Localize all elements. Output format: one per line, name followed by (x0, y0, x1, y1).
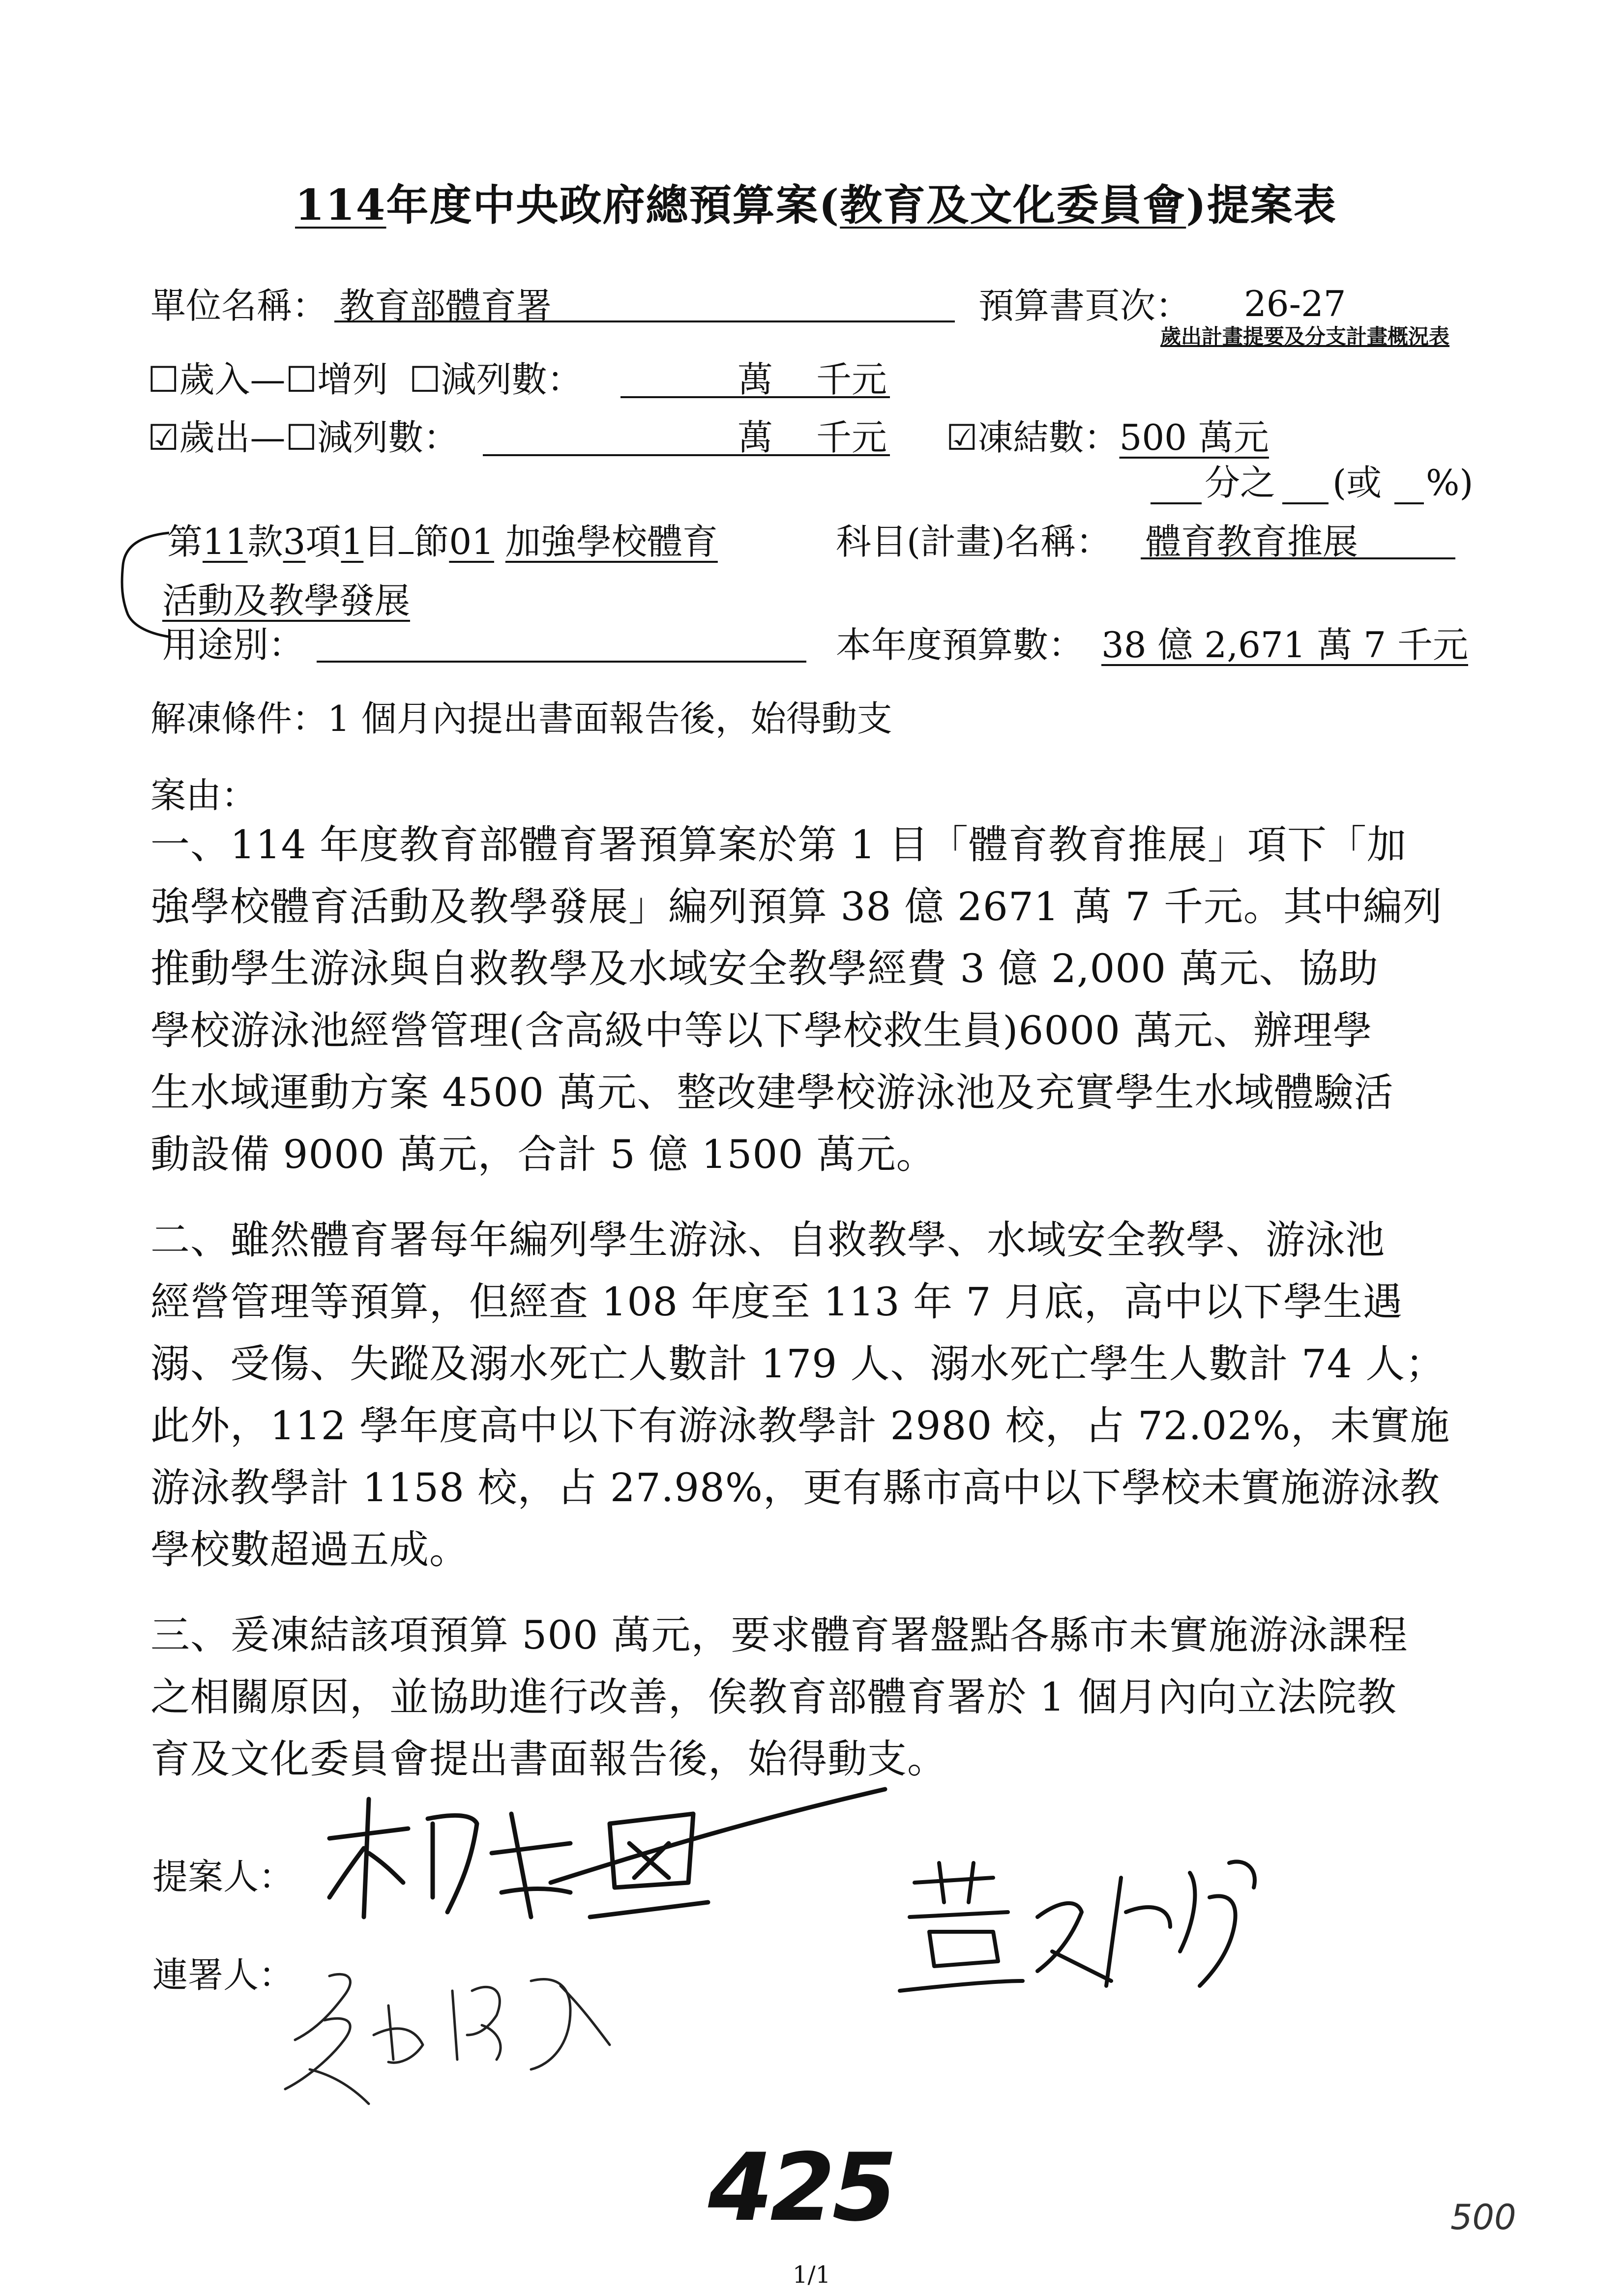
para1-line: 學校游泳池經營管理(含高級中等以下學校救生員)6000 萬元、辦理學 (150, 1008, 1373, 1053)
para3-line: 育及文化委員會提出書面報告後，始得動支。 (150, 1736, 947, 1782)
reason-para1 (150, 814, 1443, 1186)
revenue-label: 歲入— (179, 359, 286, 400)
handwritten-number: 425 (708, 2133, 894, 2242)
para2-line: 溺、受傷、失蹤及溺水死亡人數計 179 人、溺水死亡學生人數計 74 人； (150, 1341, 1446, 1387)
fraction-blank-1 (1151, 502, 1202, 504)
reason-para2 (150, 1209, 1450, 1581)
title-post: )提案表 (1186, 180, 1337, 230)
item-jie-label: 節 (413, 521, 449, 562)
revenue-wan: 萬 (738, 359, 773, 400)
cosigner-label: 連署人： (152, 1954, 295, 1996)
item-name-line2: 活動及教學發展 (162, 580, 411, 621)
condition-row (150, 694, 892, 743)
item-name-line1: 加強學校體育 (505, 521, 718, 562)
revenue-cut-checkbox: ☐ (409, 359, 441, 400)
para2-line: 游泳教學計 1158 校，占 27.98%，更有縣市高中以下學校未實施游泳教 (150, 1465, 1440, 1511)
para1-line: 一、114 年度教育部體育署預算案於第 1 目「體育教育推展」項下「加 (150, 822, 1407, 868)
page-value: 26-27 (1244, 283, 1346, 324)
revenue-add-checkbox: ☐ (285, 359, 318, 400)
fraction-part: 分之 (1205, 462, 1276, 503)
condition-value: 1 個月內提出書面報告後，始得動支 (327, 698, 892, 739)
item-kuan-label: 款 (247, 521, 283, 562)
unit-underline (334, 320, 955, 322)
para1-line: 推動學生游泳與自救教學及水域安全教學經費 3 億 2,000 萬元、協助 (150, 946, 1379, 991)
expenditure-cut-label: 減列數： (317, 417, 459, 458)
fraction-blank-2 (1282, 502, 1329, 504)
para2-line: 此外，112 學年度高中以下有游泳教學計 2980 校，占 72.02%，未實施 (150, 1403, 1450, 1449)
subject-label: 科目(計畫)名稱： (836, 521, 1112, 562)
fraction-blank-3 (1394, 502, 1424, 504)
title-pre: 年度中央政府總預算案( (386, 180, 840, 230)
revenue-add-label: 增列 (317, 359, 388, 400)
item-mu-label: 目 (363, 521, 399, 562)
expenditure-row (148, 413, 459, 462)
page-title (295, 171, 1337, 232)
para1-line: 強學校體育活動及教學發展」編列預算 38 億 2671 萬 7 千元。其中編列 (150, 884, 1443, 930)
para3-line: 三、爰凍結該項預算 500 萬元，要求體育署盤點各縣市未實施游泳課程 (150, 1612, 1408, 1658)
expenditure-qianyuan: 千元 (816, 417, 887, 458)
para2-line: 二、雖然體育署每年編列學生游泳、自救教學、水域安全教學、游泳池 (150, 1217, 1385, 1263)
item-xiang-label: 項 (305, 521, 341, 562)
para3-line: 之相關原因，並協助進行改善，俟教育部體育署於 1 個月內向立法院教 (150, 1674, 1397, 1720)
proposer-signature (315, 1770, 905, 1927)
title-committee: 教育及文化委員會 (840, 180, 1186, 230)
para2-line: 學校數超過五成。 (150, 1527, 469, 1572)
cosigner-signature-2 (895, 1843, 1288, 2001)
cosigner-signature-1 (275, 1961, 629, 2109)
title-year: 114 (295, 180, 386, 230)
item-row (167, 517, 718, 566)
para2-line: 經營管理等預算，但經查 108 年度至 113 年 7 月底，高中以下學生遇 (150, 1279, 1403, 1325)
unit-value: 教育部體育署 (339, 285, 552, 326)
proposer-label: 提案人： (152, 1856, 295, 1897)
expenditure-checkbox: ☑ (148, 417, 179, 458)
subject-value: 體育教育推展 (1146, 521, 1358, 562)
budget-label: 本年度預算數： (836, 624, 1084, 666)
page-note: 歲出計畫提要及分支計畫概況表 (1160, 324, 1450, 349)
revenue-cut-label: 減列數： (441, 359, 583, 400)
fraction-or: (或 (1332, 462, 1382, 503)
freeze-value: 500 萬元 (1119, 417, 1269, 458)
usage-underline (317, 661, 806, 663)
expenditure-cut-checkbox: ☐ (285, 417, 318, 458)
item-kuan: 11 (203, 521, 248, 562)
freeze-row (946, 413, 1269, 462)
reason-label: 案由： (150, 775, 257, 816)
para1-line: 生水域運動方案 4500 萬元、整改建學校游泳池及充實學生水域體驗活 (150, 1070, 1394, 1115)
reason-para3 (150, 1604, 1408, 1790)
item-xiang: 3 (283, 521, 306, 562)
item-di: 第 (167, 521, 203, 562)
freeze-label: 凍結數： (977, 417, 1120, 458)
unit-label: 單位名稱： (150, 285, 328, 326)
usage-label: 用途別： (162, 624, 304, 666)
para1-line: 動設備 9000 萬元，合計 5 億 1500 萬元。 (150, 1132, 936, 1177)
freeze-checkbox: ☑ (946, 417, 978, 458)
revenue-row (148, 355, 583, 404)
expenditure-wan: 萬 (738, 417, 773, 458)
item-code: 01 (449, 521, 494, 562)
condition-label: 解凍條件： (150, 698, 328, 739)
revenue-underline (620, 396, 890, 398)
revenue-qianyuan: 千元 (816, 359, 887, 400)
corner-mark: 500 (1450, 2197, 1516, 2238)
fraction-pct: %) (1426, 462, 1474, 503)
page-number: 1/1 (793, 2261, 831, 2289)
page-label: 預算書頁次： (978, 285, 1191, 326)
budget-value: 38 億 2,671 萬 7 千元 (1101, 624, 1468, 666)
revenue-checkbox: ☐ (148, 359, 179, 400)
subject-underline (1141, 557, 1455, 559)
expenditure-label: 歲出— (179, 417, 286, 458)
item-mu: 1 (341, 521, 364, 562)
